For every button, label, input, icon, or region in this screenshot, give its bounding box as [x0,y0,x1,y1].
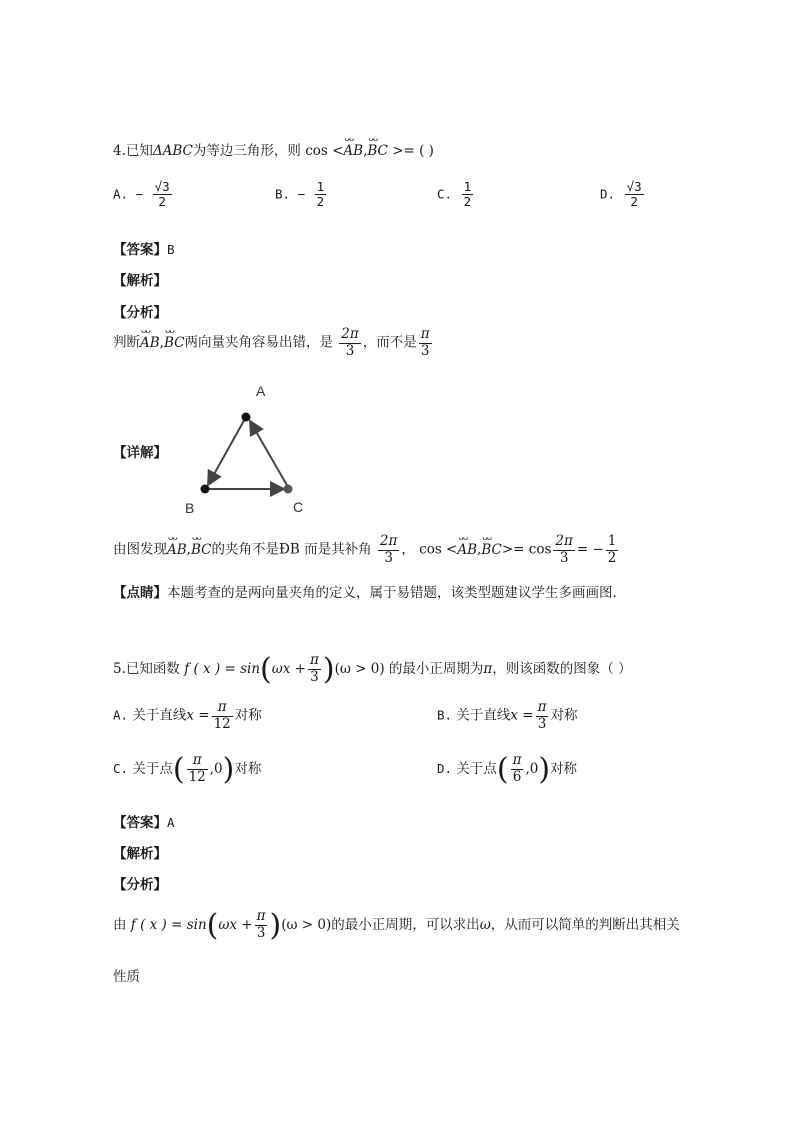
numerator: 2π [341,326,359,342]
q4-stem [113,139,434,159]
detail-cos: ， cos < [401,541,458,558]
q5-fenxi-line [113,908,680,943]
option-label: A. [113,186,129,202]
vertex-c [284,485,293,494]
q4-detail-line [113,534,620,566]
q5-option-b [437,700,577,732]
denominator: 3 [420,342,430,359]
denominator: 3 [310,669,319,685]
fraction [553,534,574,566]
q4-comment [113,581,617,601]
q4-fenxi-line [113,327,434,359]
fenxi-text2: ，从而可以简单的判断出其相关 [490,917,680,933]
option-x: x = [510,707,534,724]
q4-option-b [275,180,328,210]
answer-value: B [167,242,175,257]
option-label: C. [437,186,453,202]
denominator: 6 [512,769,522,785]
fraction [187,753,208,785]
paren: ) [222,752,235,787]
vertex-b [201,485,210,494]
fenxi-mid: 两向量夹角容易出错，是 [184,334,333,351]
q4-fenxi-tag: 【分析】 [113,305,167,321]
q4-option-d [600,180,646,210]
q5-stem-end: 的最小正周期为 [388,661,484,677]
comma: , [186,541,191,558]
fenxi-pre: 由 [113,917,127,933]
option-label: A. [113,707,129,723]
fenxi-omega: ω [479,917,491,933]
option-text: 关于直线 [132,707,187,724]
denominator: 12 [213,715,231,732]
option-tail: ,0 [525,761,539,777]
denominator: 2 [316,194,325,210]
vector-bc: ᴗᴗ BC [481,542,502,558]
q5-inner: ωx + [271,661,306,677]
paren: ) [322,652,335,687]
q5-pi: π [483,661,493,677]
label-c: C [293,499,304,515]
q4-detail-tag: 【详解】 [113,445,167,461]
denominator: 3 [256,925,266,941]
denominator: 3 [345,342,355,359]
q4-option-a [113,180,174,210]
q4-answer [113,238,175,258]
q5-analysis-tag: 【解析】 [113,846,167,862]
paren: ( [172,752,185,787]
fenxi-mid2: ，而不是 [362,334,417,351]
q4-vector-ab: ᴗᴗ AB [343,143,363,159]
numerator: 1 [316,179,325,194]
vector-ab: ᴗᴗ AB [167,542,187,558]
comma: , [477,541,482,558]
answer-tag: 【答案】 [113,242,167,258]
fraction [153,180,172,210]
paren: ( [206,908,219,943]
fraction [625,180,644,210]
q5-answer [113,811,175,831]
numerator: π [420,326,430,342]
option-label: D. [600,186,616,202]
fenxi-text: 的最小正周期，可以求出 [331,917,480,933]
option-sign: − [135,186,144,202]
fraction [462,180,474,210]
fraction [339,327,360,359]
paren: ( [496,752,509,787]
fraction [606,534,619,566]
denominator: 3 [537,715,547,732]
q4-triangle: ΔABC [152,143,193,159]
detail-mid: 的夹角不是ÐB 而是其补角 [211,541,372,558]
comment-text: 本题考查的是两向量夹角的定义，属于易错题，该类型题建议学生多画画图. [167,585,617,601]
answer-tag: 【答案】 [113,815,167,831]
vector-ca-arrow [250,421,288,487]
vector-bc: ᴗᴗ BC [164,335,185,351]
vector-ab: ᴗᴗ AB [140,335,160,351]
q4-vector-bc: ᴗᴗ BC [367,143,388,159]
option-label: C. [113,761,129,776]
numerator: π [537,699,547,715]
detail-eq: >= cos [501,541,552,558]
numerator: π [512,752,522,769]
paren: ) [538,752,551,787]
fenxi-cond: (ω > 0) [281,917,332,933]
option-end: 对称 [234,707,262,724]
numerator: π [187,753,208,770]
q4-stem-prefix: 4.已知 [113,143,153,159]
fenxi-pre: 判断 [113,334,140,351]
fenxi-fx: f ( x ) = sin [130,917,207,933]
numerator: 1 [463,179,472,194]
paren: ) [269,908,282,943]
vector-ab-arrow [208,417,246,485]
numerator: √3 [626,179,642,194]
q5-cond: (ω > 0) [334,661,385,677]
q4-analysis-tag: 【解析】 [113,273,167,289]
vector-ab: ᴗᴗ AB [457,542,477,558]
option-text: 关于点 [132,761,173,777]
answer-value: A [167,815,175,830]
q4-stem-mid: 为等边三角形，则 [192,143,301,159]
comma: , [159,334,164,351]
fraction [378,534,399,566]
q5-stem-end2: ，则该函数的图象（ ） [492,661,632,677]
q5-stem [113,652,632,687]
denominator: 2 [607,549,617,566]
denominator: 3 [559,549,569,566]
vertex-a [242,413,251,422]
option-x: x = [186,707,210,724]
fraction [536,700,549,732]
denominator: 2 [158,194,166,210]
numerator: π [212,700,233,717]
q5-option-a [113,700,262,732]
option-label: B. [437,707,453,723]
q5-option-c [113,752,261,787]
comment-tag: 【点睛】 [113,585,167,601]
option-end: 对称 [550,707,578,724]
q4-stem-end: >= ( ) [392,143,434,159]
q5-option-d [437,752,577,787]
option-label: D. [437,761,453,776]
option-end: 对称 [550,761,578,777]
option-label: B. [275,186,291,202]
option-tail: ,0 [209,761,223,777]
label-b: B [185,500,195,516]
triangle-diagram [170,375,320,525]
q5-fenxi-line2: 性质 [113,969,140,985]
option-text: 关于点 [456,761,497,777]
fraction [315,180,327,210]
denominator: 12 [188,769,206,785]
numerator: 1 [607,533,617,549]
fraction [308,653,321,685]
fraction [212,700,233,732]
denominator: 2 [630,194,638,210]
fenxi-inner: ωx + [218,917,253,933]
numerator: √3 [154,179,170,194]
numerator: π [256,908,266,925]
detail-pre: 由图发现 [113,541,167,558]
option-end: 对称 [234,761,262,777]
q5-fenxi-tag: 【分析】 [113,877,167,893]
detail-eq2: = − [576,541,604,558]
fraction [419,327,432,359]
q4-option-c [437,180,475,210]
option-sign: − [297,186,306,202]
denominator: 2 [463,194,472,210]
fraction [255,909,268,941]
numerator: 2π [555,533,573,549]
paren: ( [260,652,272,687]
fraction [511,753,524,785]
q5-fx: f ( x ) = sin [184,661,261,677]
q4-comma: , [363,143,368,159]
q4-cos: cos < [305,143,344,159]
q5-stem-prefix: 5.已知函数 [113,661,180,677]
numerator: 2π [379,533,398,549]
numerator: π [310,652,319,669]
option-text: 关于直线 [456,707,511,724]
denominator: 3 [384,549,393,566]
vector-bc: ᴗᴗ BC [191,542,212,558]
label-a: A [256,383,266,399]
